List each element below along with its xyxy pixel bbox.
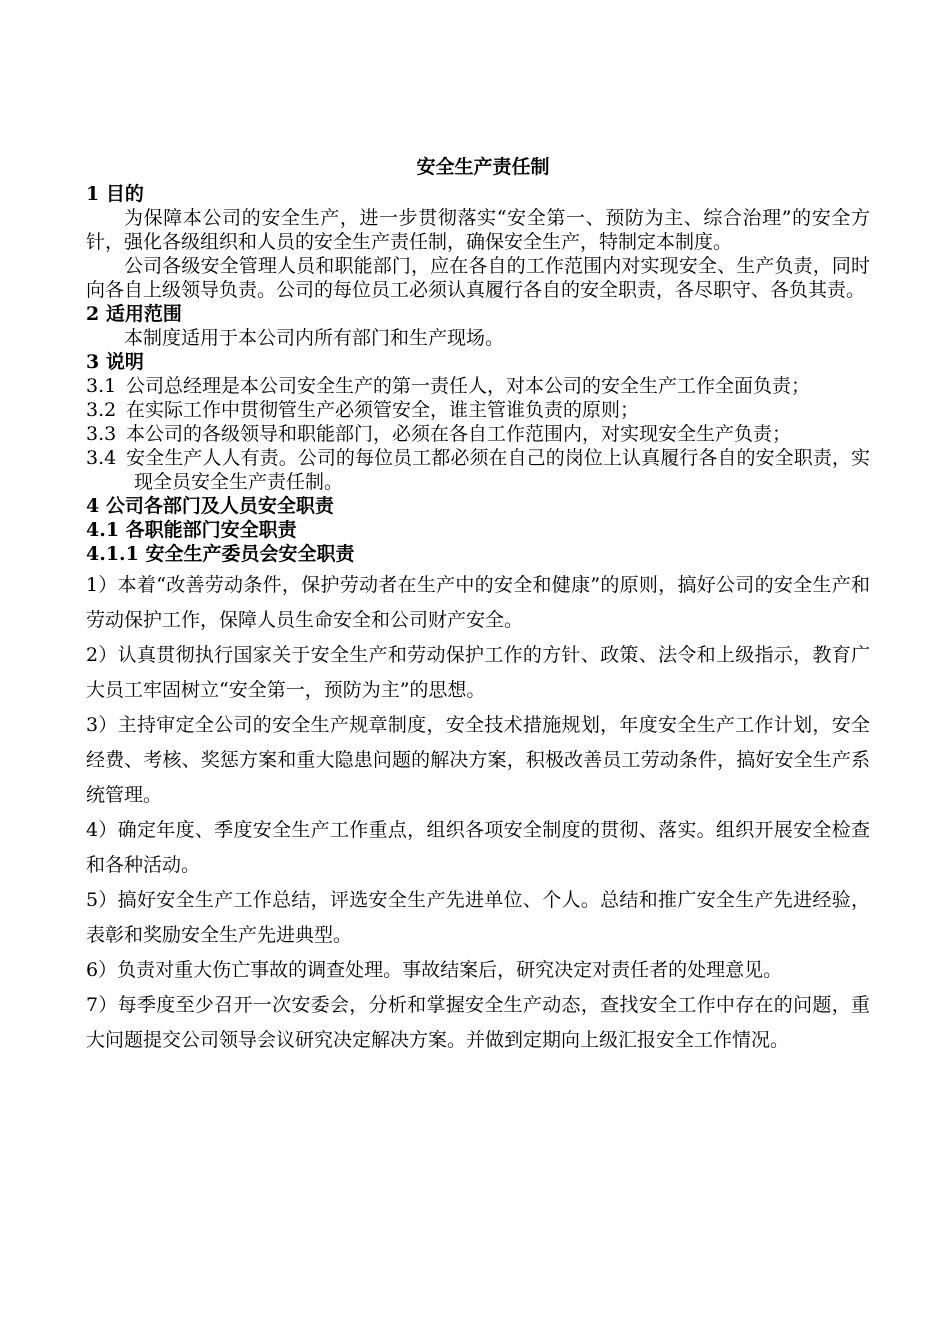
list-item: 4）确定年度、季度安全生产工作重点，组织各项安全制度的贯彻、落实。组织开展安全检查和各种活动。 <box>86 819 870 876</box>
section-1-paragraph-1: 为保障本公司的安全生产，进一步贯彻落实“安全第一、预防为主、综合治理”的安全方针，强化各级组织和人员的安全生产责任制，确保安全生产，特制定本制度。 <box>86 207 870 253</box>
document-title: 安全生产责任制 <box>416 156 550 178</box>
section-2-paragraph: 本制度适用于本公司内所有部门和生产现场。 <box>124 327 505 349</box>
section-4-1-1-heading: 4.1.1 安全生产委员会安全职责 <box>86 543 355 565</box>
item-number: 3.4 <box>86 447 117 469</box>
item-text: 安全生产人人有责。公司的每位员工都必须在自己的岗位上认真履行各自的安全职责，实现全员安全生产责任制。 <box>126 447 870 493</box>
document-page <box>86 155 870 1058</box>
item-text: 本公司的各级领导和职能部门，必须在各自工作范围内，对实现安全生产负责； <box>126 423 792 445</box>
section-2-heading: 2 适用范围 <box>86 303 182 325</box>
list-item: 5）搞好安全生产工作总结，评选安全生产先进单位、个人。总结和推广安全生产先进经验，表彰和奖励安全生产先进典型。 <box>86 889 870 946</box>
section-3-item <box>86 374 870 398</box>
section-1-heading: 1 目的 <box>86 183 144 205</box>
section-4-1-heading: 4.1 各职能部门安全职责 <box>86 519 297 541</box>
section-4-heading: 4 公司各部门及人员安全职责 <box>86 495 334 517</box>
section-3-item <box>86 422 870 446</box>
list-item: 7）每季度至少召开一次安委会，分析和掌握安全生产动态，查找安全工作中存在的问题，重大问题提交公司领导会议研究决定解决方案。并做到定期向上级汇报安全工作情况。 <box>86 994 870 1051</box>
section-1-paragraph-2: 公司各级安全管理人员和职能部门，应在各自的工作范围内对实现安全、生产负责，同时向各自上级领导负责。公司的每位员工必须认真履行各自的安全职责，各尽职守、各负其责。 <box>86 255 870 301</box>
list-item: 6）负责对重大伤亡事故的调查处理。事故结案后，研究决定对责任者的处理意见。 <box>86 959 783 981</box>
list-item: 1）本着“改善劳动条件，保护劳动者在生产中的安全和健康”的原则，搞好公司的安全生产和劳动保护工作，保障人员生命安全和公司财产安全。 <box>86 574 870 631</box>
item-text: 在实际工作中贯彻管生产必须管安全，谁主管谁负责的原则； <box>126 399 640 421</box>
duty-list <box>86 568 870 1058</box>
section-3-heading: 3 说明 <box>86 351 144 373</box>
item-number: 3.3 <box>86 423 117 445</box>
list-item: 2）认真贯彻执行国家关于安全生产和劳动保护工作的方针、政策、法令和上级指示，教育广大员工牢固树立“安全第一，预防为主”的思想。 <box>86 644 870 701</box>
section-3-item <box>86 398 870 422</box>
item-text: 公司总经理是本公司安全生产的第一责任人，对本公司的安全生产工作全面负责； <box>126 375 811 397</box>
item-number: 3.2 <box>86 399 117 421</box>
list-item: 3）主持审定全公司的安全生产规章制度，安全技术措施规划，年度安全生产工作计划，安全经费、考核、奖惩方案和重大隐患问题的解决方案，积极改善员工劳动条件，搞好安全生产系统管理。 <box>86 714 870 806</box>
section-3-item <box>86 446 870 494</box>
item-number: 3.1 <box>86 375 117 397</box>
